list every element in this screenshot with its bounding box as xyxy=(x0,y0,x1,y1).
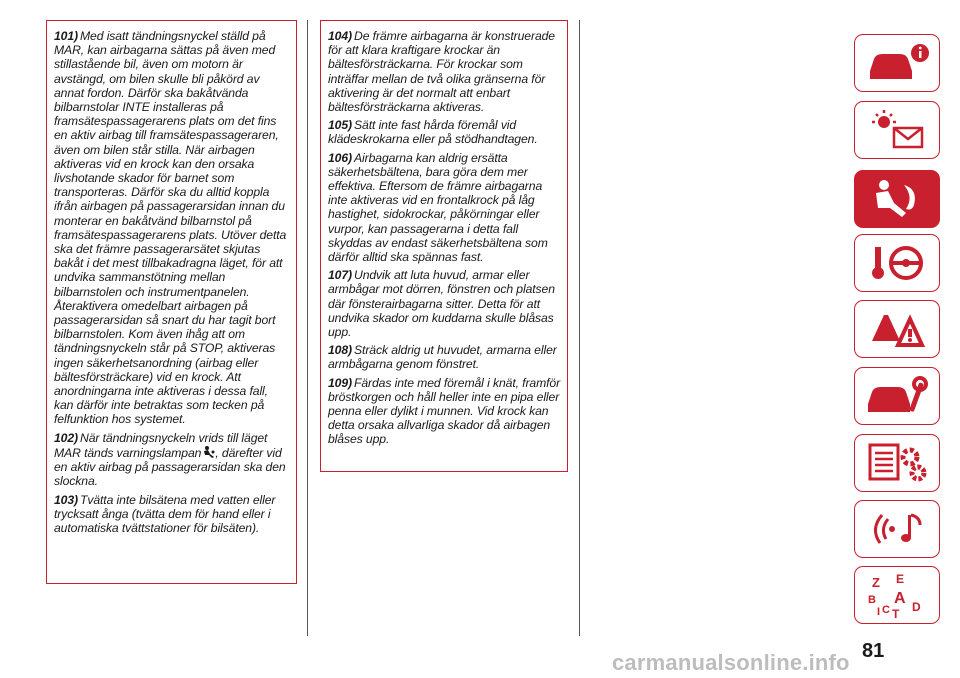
svg-text:Z: Z xyxy=(872,575,880,590)
tab-multimedia[interactable] xyxy=(854,500,940,558)
note-107: 107) Undvik att luta huvud, armar eller armbågar mot dörren, fönstren och platsen där fönsterairbagarna sitter. Detta för att undvika skador om kuddarna skulle blåsas upp. xyxy=(328,268,555,340)
alphabetical-index-icon xyxy=(862,571,932,619)
svg-text:T: T xyxy=(892,607,900,619)
watermark: carmanualsonline.info xyxy=(612,650,850,675)
tab-index[interactable] xyxy=(854,566,940,624)
car-info-icon xyxy=(862,39,932,87)
note-102: 102) När tändningsnyckeln vrids till läget MAR tänds varningslampan , därefter vid en aktiv airbag på passagerarsidan ska den slockna. xyxy=(54,430,286,489)
column-divider xyxy=(579,20,580,636)
note-109: 109) Färdas inte med föremål i knät, framför bröstkorgen och håll heller inte en pipa eller penna eller dylikt i munnen. Vid krock kan detta orsaka allvarliga skador då airbagen blåses upp. xyxy=(328,375,561,447)
note-106: 106) Airbagarna kan aldrig ersätta säkerhetsbältena, bara göra dem mer effektiva. Eftersom de främre airbagarna inte aktiveras vid en frontalkrock på låg hastighet, sidokrockar, påkörningar eller vurpor, kan passagerarna i detta fall skyddas av endast säkerhetsbältena som därför alltid ska spännas fast. xyxy=(328,150,548,265)
safety-notes-left xyxy=(46,20,297,584)
car-service-wrench-icon xyxy=(862,372,932,420)
technical-data-gears-icon xyxy=(862,439,932,487)
key-steering-wheel-icon xyxy=(862,239,932,287)
multimedia-icon xyxy=(862,505,932,553)
tab-emergency[interactable] xyxy=(854,300,940,358)
svg-text:D: D xyxy=(912,600,921,614)
emergency-warning-triangle-icon xyxy=(862,305,932,353)
note-108: 108) Sträck aldrig ut huvudet, armarna eller armbågarna genom fönstret. xyxy=(328,343,557,372)
page-number: 81 xyxy=(862,640,885,662)
column-divider xyxy=(307,20,308,636)
note-105: 105) Sätt inte fast hårda föremål vid klädeskrokarna eller på stödhandtagen. xyxy=(328,118,538,147)
airbag-safety-icon xyxy=(862,175,932,223)
tab-airbag-safety[interactable] xyxy=(854,170,940,228)
note-103: 103) Tvätta inte bilsätena med vatten eller trycksatt ånga (tvätta dem för hand eller i automatiska tvättstationer för bilsäten). xyxy=(54,492,276,535)
tab-warning-lights[interactable] xyxy=(854,101,940,159)
svg-text:E: E xyxy=(896,572,905,586)
tab-starting-driving[interactable] xyxy=(854,234,940,292)
note-101: 101) Med isatt tändningsnyckel ställd på MAR, kan airbagarna sättas på även med stillastående bil, även om motorn är avstängd, om bilen skulle bli påkörd av annat fordon. Därför ska bakåtvända bilbarnstolar INTE installeras på framsätespassagerarens plats om det fins en aktiv airbag till framsätespassageraren, även om bilen står stilla. När airbagen aktiveras vid en krock kan den orsaka livshotande skador för barnet som transporteras. Därför ska du alltid koppla ifrån airbagen på passagerarsidan innan du monterar en bakåtvänd bilbarnstol på framsätespassagerarens plats. Utöver detta ska det främre passagerarsätet skjutas bakåt i det mest tillbakadragna läget, för att undvika sammanstötning mellan bilbarnstolen och instrumentpanelen. Återaktivera omedelbart airbagen på passagerarsidan så snart du har tagit bort bilbarnstolen. Kom även ihåg att om tändningsnyckeln står på STOP, aktiveras ingen säkerhetsanordning (airbag eller bältesförsträckare) vid en krock. Att anordningarna inte aktiveras i dessa fall, kan därför inte betraktas som tecken på felfunktion hos systemet. xyxy=(54,29,287,427)
airbag-warning-icon xyxy=(201,445,215,459)
svg-text:B: B xyxy=(868,594,876,606)
svg-text:C: C xyxy=(882,604,890,616)
svg-text:I: I xyxy=(877,606,881,618)
tab-car-info[interactable] xyxy=(854,34,940,92)
warning-lights-message-icon xyxy=(862,106,932,154)
tab-service[interactable] xyxy=(854,367,940,425)
safety-notes-right xyxy=(320,20,568,472)
tab-technical-data[interactable] xyxy=(854,434,940,492)
note-104: 104) De främre airbagarna är konstruerade för att klara kraftigare krockar än bältesförsträckarna. För krockar som inträffar mellan de två olika gränserna för aktivering är det normalt att enbart bältesförsträckarna aktiveras. xyxy=(328,29,555,115)
svg-text:A: A xyxy=(894,590,906,607)
